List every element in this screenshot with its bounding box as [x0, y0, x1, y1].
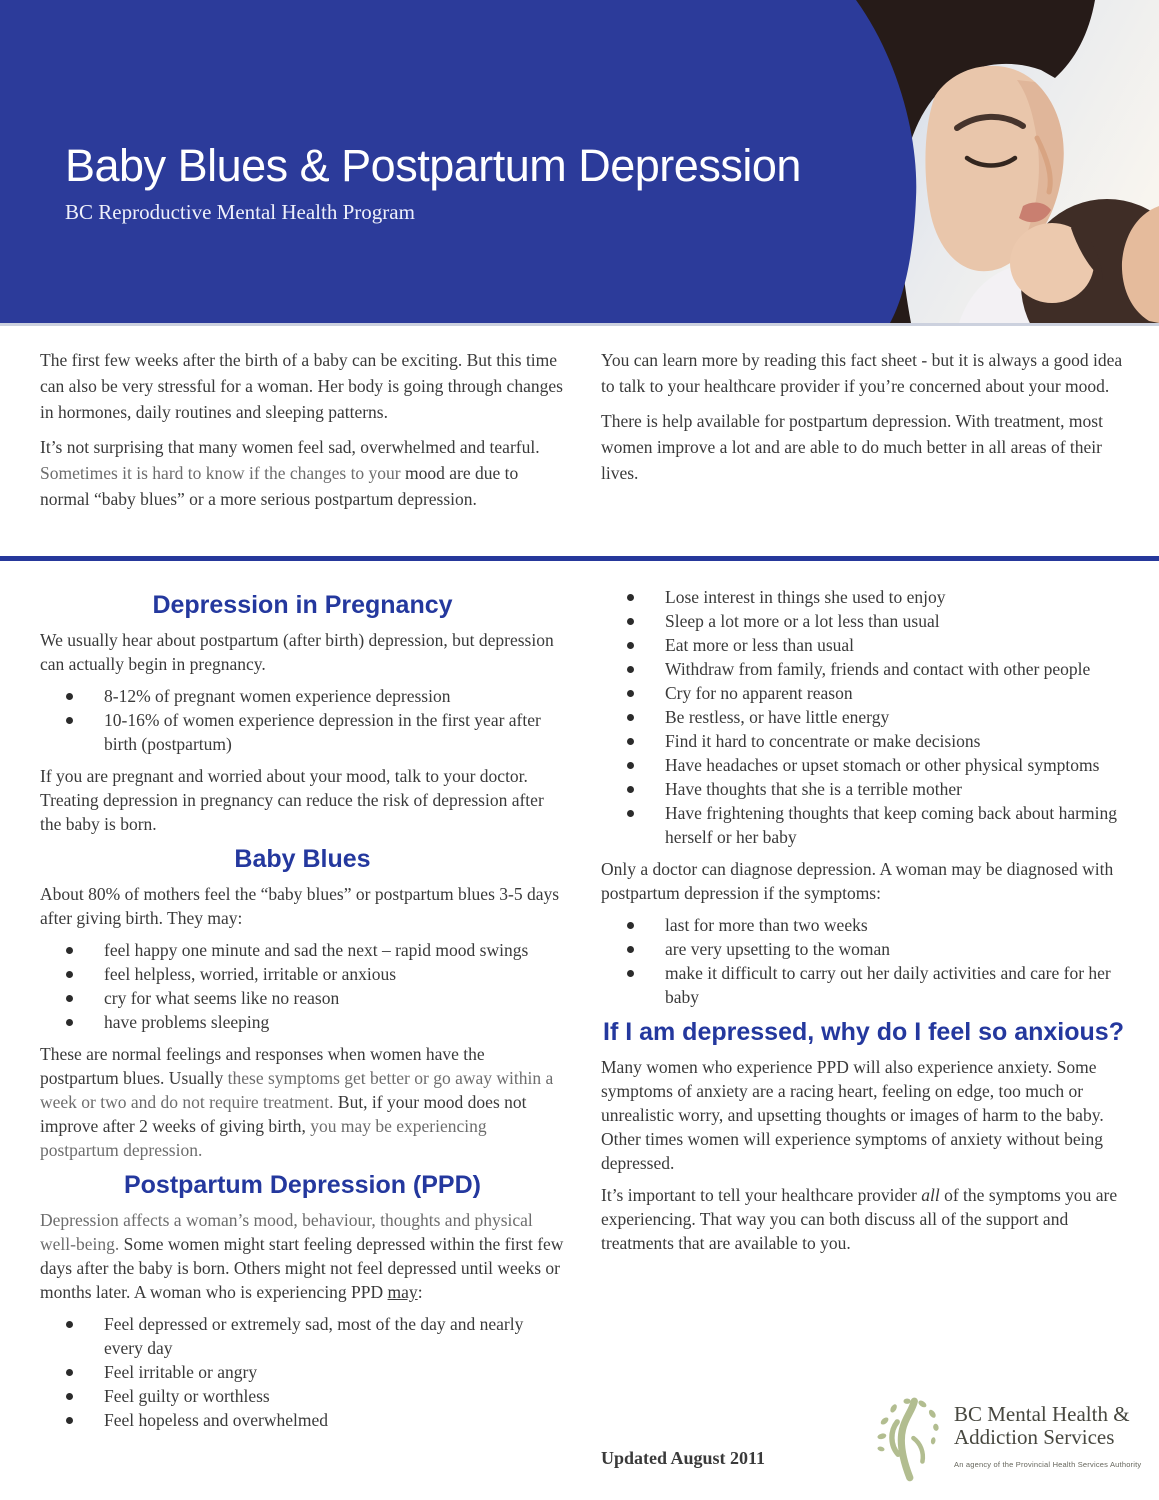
list-item: Have headaches or upset stomach or other physical symptoms — [601, 753, 1126, 777]
list-item: Lose interest in things she used to enjoy — [601, 585, 1126, 609]
section-heading-depression-in-pregnancy: Depression in Pregnancy — [152, 591, 453, 619]
list-item: cry for what seems like no reason — [40, 986, 565, 1010]
section-heading-ppd: Postpartum Depression (PPD) — [123, 1171, 481, 1199]
text-segment: of the symptoms you are experiencing. That way you can both discuss all of the support and treatments that are available to you. — [601, 1185, 1118, 1253]
text-segment: If you are pregnant and worried about your mood, talk to your doctor. Treating depression in pregnancy can reduce the risk of depression after the baby is born. — [40, 766, 544, 834]
text-segment: you may be experiencing postpartum depression. — [40, 1116, 487, 1160]
list-item: Have frightening thoughts that keep coming back about harming herself or her baby — [601, 801, 1126, 849]
list-item: are very upsetting to the woman — [601, 937, 1126, 961]
text-segment: mood are due to normal “baby blues” or a more serious postpartum depression. — [40, 463, 519, 509]
paragraph — [601, 347, 1126, 399]
page-title: Baby Blues & Postpartum Depression — [65, 140, 801, 191]
paragraph — [40, 1042, 565, 1162]
list-item: Feel guilty or worthless — [40, 1384, 565, 1408]
text-segment: : — [417, 1282, 423, 1302]
org-logo-text — [954, 1403, 1141, 1476]
list-item: feel helpless, worried, irritable or anxious — [40, 962, 565, 986]
text-segment: Only a doctor can diagnose depression. A woman may be diagnosed with postpartum depression if the symptoms: — [601, 859, 1114, 903]
paragraph — [601, 857, 1126, 905]
text-segment: all — [921, 1185, 940, 1205]
list-item: Sleep a lot more or a lot less than usual — [601, 609, 1126, 633]
section-divider-line — [0, 556, 1159, 561]
paragraph — [40, 1208, 565, 1304]
paragraph — [40, 628, 565, 676]
text-segment: About 80% of mothers feel the “baby blues” or postpartum blues 3-5 days after giving birth. They may: — [40, 884, 560, 928]
list-item: Feel irritable or angry — [40, 1360, 565, 1384]
list-item: last for more than two weeks — [601, 913, 1126, 937]
text-segment: Some women might start feeling depressed within the first few days after the baby is born. Others might not feel depressed until weeks or months later. A woman who is experiencing PPD — [40, 1234, 564, 1302]
list-item: Feel depressed or extremely sad, most of the day and nearly every day — [40, 1312, 565, 1360]
bullet-list-ppd-feelings — [40, 1312, 565, 1432]
paragraph — [601, 1183, 1126, 1255]
main-left-column — [40, 585, 565, 1440]
list-item: Withdraw from family, friends and contact with other people — [601, 657, 1126, 681]
tree-icon — [872, 1396, 944, 1482]
text-segment: We usually hear about postpartum (after birth) depression, but depression can actually begin in pregnancy. — [40, 630, 554, 674]
paragraph — [40, 434, 565, 512]
text-segment: these symptoms get better or go away within a week or two and do not require treatment. — [40, 1068, 554, 1112]
paragraph — [40, 764, 565, 836]
intro-left-column — [40, 347, 565, 521]
logo-tagline: An agency of the Provincial Health Services Authority — [954, 1459, 1142, 1469]
header-banner — [0, 0, 1159, 326]
bullet-list-ppd-symptoms — [601, 585, 1126, 849]
text-segment: The first few weeks after the birth of a baby can be exciting. But this time can also be very stressful for a woman. Her body is going through changes in hormones, daily routines and sleeping patterns. — [40, 350, 563, 422]
list-item: feel happy one minute and sad the next – rapid mood swings — [40, 938, 565, 962]
main-right-column — [601, 585, 1126, 1263]
list-item: Have thoughts that she is a terrible mother — [601, 777, 1126, 801]
logo-line-1: BC Mental Health & — [954, 1401, 1130, 1426]
paragraph — [601, 408, 1126, 486]
text-segment: may — [387, 1282, 418, 1302]
intro-right-column — [601, 347, 1126, 495]
bullet-list-pregnancy-stats — [40, 684, 565, 756]
text-segment: These are normal feelings and responses when women have the postpartum blues. Usually — [40, 1044, 485, 1088]
org-logo — [872, 1396, 1142, 1482]
paragraph — [601, 1055, 1126, 1175]
text-segment: You can learn more by reading this fact sheet - but it is always a good idea to talk to your healthcare provider if you’re concerned about your mood. — [601, 350, 1123, 396]
text-segment: It’s important to tell your healthcare provider — [601, 1185, 922, 1205]
list-item: Find it hard to concentrate or make decisions — [601, 729, 1126, 753]
list-item: Be restless, or have little energy — [601, 705, 1126, 729]
logo-line-2: Addiction Services — [954, 1424, 1115, 1449]
text-segment: Depression affects a woman’s mood, behaviour, thoughts and physical well-being. — [40, 1210, 533, 1254]
list-item: 10-16% of women experience depression in the first year after birth (postpartum) — [40, 708, 565, 756]
text-segment: Many women who experience PPD will also experience anxiety. Some symptoms of anxiety are a racing heart, feeling on edge, too much or unrealistic worry, and upsetting thoughts or images of harm to the baby. Other times women will experience symptoms of anxiety without being depressed. — [601, 1057, 1104, 1173]
list-item: make it difficult to carry out her daily activities and care for her baby — [601, 961, 1126, 1009]
list-item: have problems sleeping — [40, 1010, 565, 1034]
paragraph — [40, 882, 565, 930]
list-item: 8-12% of pregnant women experience depression — [40, 684, 565, 708]
list-item: Eat more or less than usual — [601, 633, 1126, 657]
text-segment: But, if your mood does not improve after 2 weeks of giving birth, — [40, 1092, 527, 1136]
paragraph — [40, 347, 565, 425]
bullet-list-baby-blues — [40, 938, 565, 1034]
page-subtitle: BC Reproductive Mental Health Program — [65, 200, 415, 224]
updated-date: Updated August 2011 — [601, 1448, 766, 1468]
list-item: Cry for no apparent reason — [601, 681, 1126, 705]
list-item: Feel hopeless and overwhelmed — [40, 1408, 565, 1432]
bullet-list-diagnosis-criteria — [601, 913, 1126, 1009]
header-text-block — [65, 140, 801, 225]
section-heading-baby-blues: Baby Blues — [234, 845, 371, 873]
text-segment: It’s not surprising that many women feel sad, overwhelmed and tearful. — [40, 437, 540, 457]
section-heading-anxious: If I am depressed, why do I feel so anxious? — [603, 1018, 1124, 1046]
text-segment: There is help available for postpartum depression. With treatment, most women improve a lot and are able to do much better in all areas of their lives. — [601, 411, 1103, 483]
text-segment: Sometimes it is hard to know if the changes to your — [40, 463, 406, 483]
